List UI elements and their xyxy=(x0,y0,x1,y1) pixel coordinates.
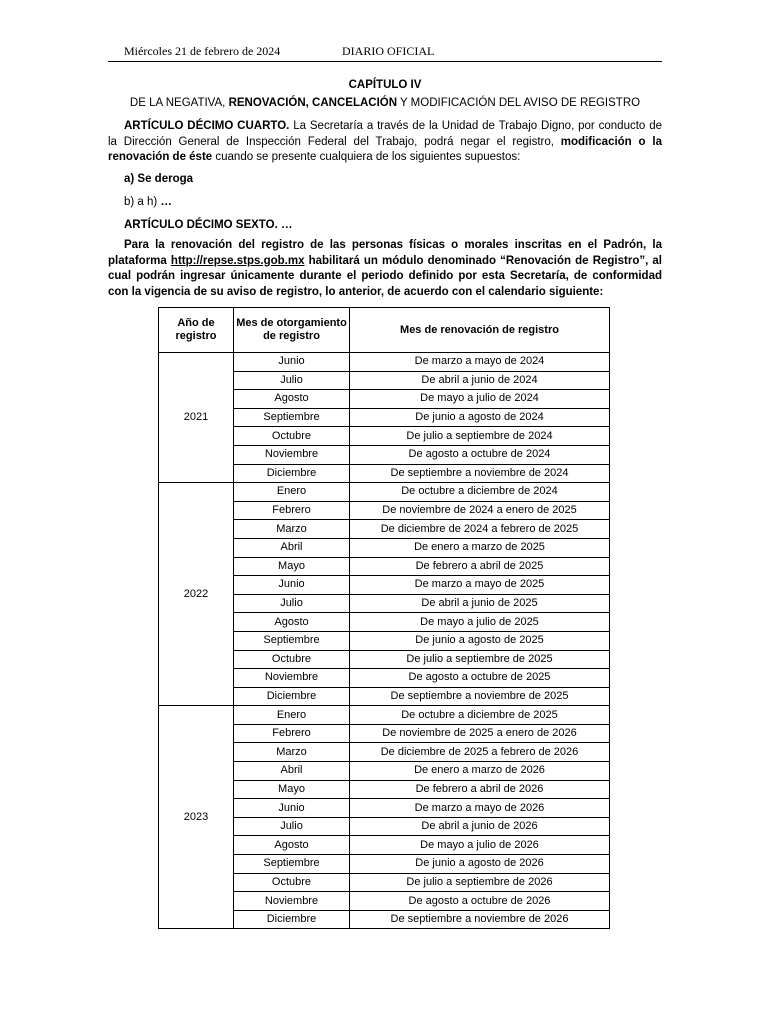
item-b xyxy=(108,195,662,211)
grant-month-cell: Agosto xyxy=(234,836,350,855)
renewal-period-cell: De octubre a diciembre de 2024 xyxy=(350,483,610,502)
grant-month-cell: Enero xyxy=(234,483,350,502)
renewal-period-cell: De marzo a mayo de 2026 xyxy=(350,799,610,818)
grant-month-cell: Agosto xyxy=(234,390,350,409)
article-14-text-1: La Secretaría a través de la Unidad de Trabajo Digno, por conducto de la Dirección General de Inspección Federal del Trabajo, podrá negar el registro, xyxy=(108,120,662,148)
item-b-dots: … xyxy=(160,196,172,208)
renewal-period-cell: De diciembre de 2024 a febrero de 2025 xyxy=(350,520,610,539)
chapter-title: CAPÍTULO IV xyxy=(348,79,422,91)
article-14-paragraph xyxy=(108,119,662,166)
renewal-paragraph xyxy=(108,238,662,300)
year-cell: 2022 xyxy=(159,483,234,706)
grant-month-cell: Noviembre xyxy=(234,669,350,688)
renewal-text-2: habilitará un módulo denominado “Renovación de Registro”, al cual podrán ingresar únicamente durante el periodo definido por esta Secretaría, de conformidad con la vigencia de su aviso de registro, lo anterior, de acuerdo con el calendario siguiente: xyxy=(108,254,662,298)
grant-month-cell: Marzo xyxy=(234,743,350,762)
item-a: a) Se deroga xyxy=(124,173,194,185)
article-14-lead: ARTÍCULO DÉCIMO CUARTO. xyxy=(124,120,290,132)
article-16-heading: ARTÍCULO DÉCIMO SEXTO. … xyxy=(124,219,293,231)
renewal-period-cell: De julio a septiembre de 2025 xyxy=(350,650,610,669)
repse-link[interactable]: http://repse.stps.gob.mx xyxy=(170,254,305,267)
year-cell: 2021 xyxy=(159,353,234,483)
grant-month-cell: Noviembre xyxy=(234,445,350,464)
grant-month-cell: Enero xyxy=(234,706,350,725)
renewal-period-cell: De septiembre a noviembre de 2024 xyxy=(350,464,610,483)
renewal-period-cell: De mayo a julio de 2025 xyxy=(350,613,610,632)
grant-month-cell: Julio xyxy=(234,817,350,836)
grant-month-cell: Abril xyxy=(234,538,350,557)
renewal-period-cell: De septiembre a noviembre de 2026 xyxy=(350,910,610,929)
table-header-cell: Mes de otorgamiento de registro xyxy=(234,308,350,353)
grant-month-cell: Septiembre xyxy=(234,855,350,874)
grant-month-cell: Julio xyxy=(234,371,350,390)
grant-month-cell: Mayo xyxy=(234,557,350,576)
renewal-period-cell: De octubre a diciembre de 2025 xyxy=(350,706,610,725)
renewal-period-cell: De febrero a abril de 2026 xyxy=(350,780,610,799)
table-header-cell: Año de registro xyxy=(159,308,234,353)
grant-month-cell: Octubre xyxy=(234,873,350,892)
renewal-period-cell: De noviembre de 2024 a enero de 2025 xyxy=(350,501,610,520)
grant-month-cell: Diciembre xyxy=(234,687,350,706)
grant-month-cell: Abril xyxy=(234,762,350,781)
grant-month-cell: Diciembre xyxy=(234,464,350,483)
grant-month-cell: Diciembre xyxy=(234,910,350,929)
renewal-period-cell: De agosto a octubre de 2024 xyxy=(350,445,610,464)
renewal-period-cell: De agosto a octubre de 2025 xyxy=(350,669,610,688)
renewal-period-cell: De septiembre a noviembre de 2025 xyxy=(350,687,610,706)
grant-month-cell: Marzo xyxy=(234,520,350,539)
renewal-period-cell: De junio a agosto de 2024 xyxy=(350,408,610,427)
article-14-text-2: cuando se presente cualquiera de los siguientes supuestos: xyxy=(212,151,521,163)
renewal-period-cell: De mayo a julio de 2024 xyxy=(350,390,610,409)
subtitle-part-bold: RENOVACIÓN, CANCELACIÓN xyxy=(228,97,398,109)
article-14-bold: modificación o la renovación de éste xyxy=(108,135,662,163)
renewal-period-cell: De abril a junio de 2025 xyxy=(350,594,610,613)
grant-month-cell: Junio xyxy=(234,353,350,372)
subtitle-part-c: Y MODIFICACIÓN DEL AVISO DE REGISTRO xyxy=(397,97,641,109)
header-date: Miércoles 21 de febrero de 2024 xyxy=(124,44,281,58)
renewal-period-cell: De marzo a mayo de 2025 xyxy=(350,576,610,595)
header-newspaper-name: DIARIO OFICIAL xyxy=(342,44,435,58)
renewal-period-cell: De agosto a octubre de 2026 xyxy=(350,892,610,911)
table-row xyxy=(159,706,610,725)
renewal-period-cell: De febrero a abril de 2025 xyxy=(350,557,610,576)
grant-month-cell: Julio xyxy=(234,594,350,613)
grant-month-cell: Junio xyxy=(234,799,350,818)
table-header-cell: Mes de renovación de registro xyxy=(350,308,610,353)
year-cell: 2023 xyxy=(159,706,234,929)
renewal-period-cell: De enero a marzo de 2025 xyxy=(350,538,610,557)
grant-month-cell: Mayo xyxy=(234,780,350,799)
renewal-calendar-table xyxy=(158,307,610,929)
grant-month-cell: Septiembre xyxy=(234,631,350,650)
renewal-period-cell: De diciembre de 2025 a febrero de 2026 xyxy=(350,743,610,762)
table-row xyxy=(159,483,610,502)
renewal-period-cell: De junio a agosto de 2025 xyxy=(350,631,610,650)
grant-month-cell: Junio xyxy=(234,576,350,595)
renewal-period-cell: De junio a agosto de 2026 xyxy=(350,855,610,874)
subtitle-part-a: DE LA NEGATIVA, xyxy=(129,97,229,109)
table-header-row xyxy=(159,308,610,353)
grant-month-cell: Noviembre xyxy=(234,892,350,911)
grant-month-cell: Octubre xyxy=(234,427,350,446)
renewal-text-1: Para la renovación del registro de las personas físicas o morales inscritas en el Padrón, la plataforma xyxy=(108,239,662,267)
page-header xyxy=(108,44,662,62)
grant-month-cell: Febrero xyxy=(234,501,350,520)
item-b-text: b) a h) xyxy=(124,196,161,208)
table-row xyxy=(159,353,610,372)
renewal-period-cell: De noviembre de 2025 a enero de 2026 xyxy=(350,724,610,743)
renewal-period-cell: De mayo a julio de 2026 xyxy=(350,836,610,855)
renewal-period-cell: De abril a junio de 2026 xyxy=(350,817,610,836)
grant-month-cell: Octubre xyxy=(234,650,350,669)
renewal-period-cell: De julio a septiembre de 2024 xyxy=(350,427,610,446)
chapter-subtitle xyxy=(108,97,662,109)
renewal-period-cell: De abril a junio de 2024 xyxy=(350,371,610,390)
grant-month-cell: Agosto xyxy=(234,613,350,632)
renewal-period-cell: De marzo a mayo de 2024 xyxy=(350,353,610,372)
renewal-period-cell: De enero a marzo de 2026 xyxy=(350,762,610,781)
grant-month-cell: Septiembre xyxy=(234,408,350,427)
renewal-period-cell: De julio a septiembre de 2026 xyxy=(350,873,610,892)
grant-month-cell: Febrero xyxy=(234,724,350,743)
